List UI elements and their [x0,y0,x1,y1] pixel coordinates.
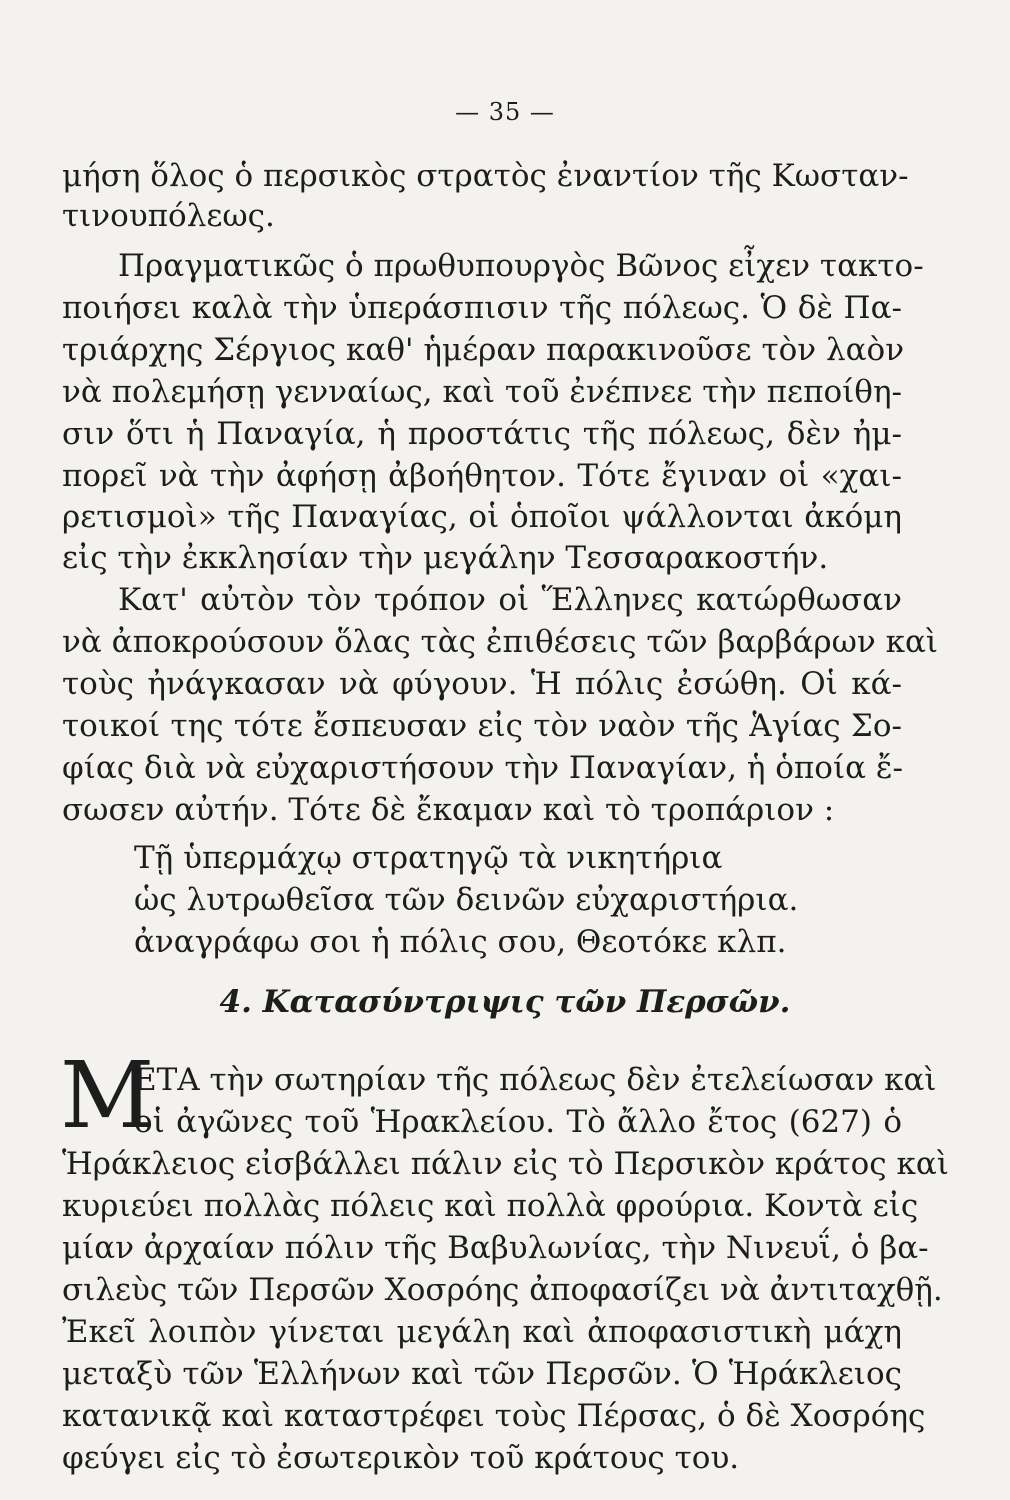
text-line: νὰ πολεμήσῃ γενναίως, καὶ τοῦ ἐνέπνεε τὴν πεποίθη- [62,374,902,410]
text-line: σιν ὅτι ἡ Παναγία, ἡ προστάτις τῆς πόλεως, δὲν ἠμ- [62,416,902,452]
text-line: κυριεύει πολλὰς πόλεις καὶ πολλὰ φρούρια. Κοντὰ εἰς [62,1188,919,1224]
drop-cap: Μ [60,1042,155,1149]
section-title: 4. Κατασύντριψις τῶν Περσῶν. [219,984,791,1020]
text-line: Κατ' αὐτὸν τὸν τρόπον οἱ Ἕλληνες κατώρθωσαν [118,582,902,618]
text-line: μήση ὅλος ὁ περσικὸς στρατὸς ἐναντίον τῆς Κωσταν- [62,158,909,194]
text-line: φεύγει εἰς τὸ ἐσωτερικὸν τοῦ κράτους του. [62,1440,740,1476]
text-line: πορεῖ νὰ τὴν ἀφήσῃ ἀβοήθητον. Τότε ἔγιναν οἱ «χαι- [62,458,902,494]
text-line: σωσεν αὐτήν. Τότε δὲ ἔκαμαν καὶ τὸ τροπάριον : [62,792,835,828]
page-number: — 35 — [455,98,555,126]
text-line: τοὺς ἠνάγκασαν νὰ φύγουν. Ἡ πόλις ἐσώθη. Οἱ κά- [62,666,902,702]
text-line: μεταξὺ τῶν Ἑλλήνων καὶ τῶν Περσῶν. Ὁ Ἡράκλειος [62,1356,902,1392]
text-line: τοικοί της τότε ἔσπευσαν εἰς τὸν ναὸν τῆς Ἁγίας Σο- [62,708,902,744]
text-line: Πραγματικῶς ὁ πρωθυπουργὸς Βῶνος εἶχεν τακτο- [118,248,924,284]
text-line: μίαν ἀρχαίαν πόλιν τῆς Βαβυλωνίας, τὴν Νινευΐ, ὁ βα- [62,1230,929,1266]
text-line: κατανικᾷ καὶ καταστρέφει τοὺς Πέρσας, ὁ δὲ Χοσρόης [62,1398,926,1434]
text-line: Ἐκεῖ λοιπὸν γίνεται μεγάλη καὶ ἀποφασιστικὴ μάχη [62,1314,902,1350]
text-line: σιλεὺς τῶν Περσῶν Χοσρόης ἀποφασίζει νὰ ἀντιταχθῇ. [62,1272,943,1308]
text-line: εἰς τὴν ἐκκλησίαν τὴν μεγάλην Τεσσαρακοστήν. [62,540,829,576]
hymn-line: ἀναγράφω σοι ἡ πόλις σου, Θεοτόκε κλπ. [134,924,787,960]
text-line: ΕΤΑ τὴν σωτηρίαν τῆς πόλεως δὲν ἐτελείωσαν καὶ [134,1062,937,1098]
text-line: τριάρχης Σέργιος καθ' ἡμέραν παρακινοῦσε τὸν λαὸν [62,332,905,368]
text-line: ποιήσει καλὰ τὴν ὑπεράσπισιν τῆς πόλεως. Ὁ δὲ Πα- [62,290,902,326]
hymn-line: ὡς λυτρωθεῖσα τῶν δεινῶν εὐχαριστήρια. [134,882,799,918]
hymn-line: Τῇ ὑπερμάχῳ στρατηγῷ τὰ νικητήρια [134,840,723,876]
text-line: ρετισμοὶ» τῆς Παναγίας, οἱ ὁποῖοι ψάλλονται ἀκόμη [62,499,902,535]
text-line: τινουπόλεως. [62,198,275,234]
text-line: φίας διὰ νὰ εὐχαριστήσουν τὴν Παναγίαν, ἡ ὁποία ἔ- [62,750,904,786]
text-line: νὰ ἀποκρούσουν ὅλας τὰς ἐπιθέσεις τῶν βαρβάρων καὶ [62,624,939,660]
text-line: Ἡράκλειος εἰσβάλλει πάλιν εἰς τὸ Περσικὸν κράτος καὶ [62,1146,949,1182]
text-line: οἱ ἀγῶνες τοῦ Ἡρακλείου. Τὸ ἄλλο ἔτος (627) ὁ [134,1104,902,1140]
